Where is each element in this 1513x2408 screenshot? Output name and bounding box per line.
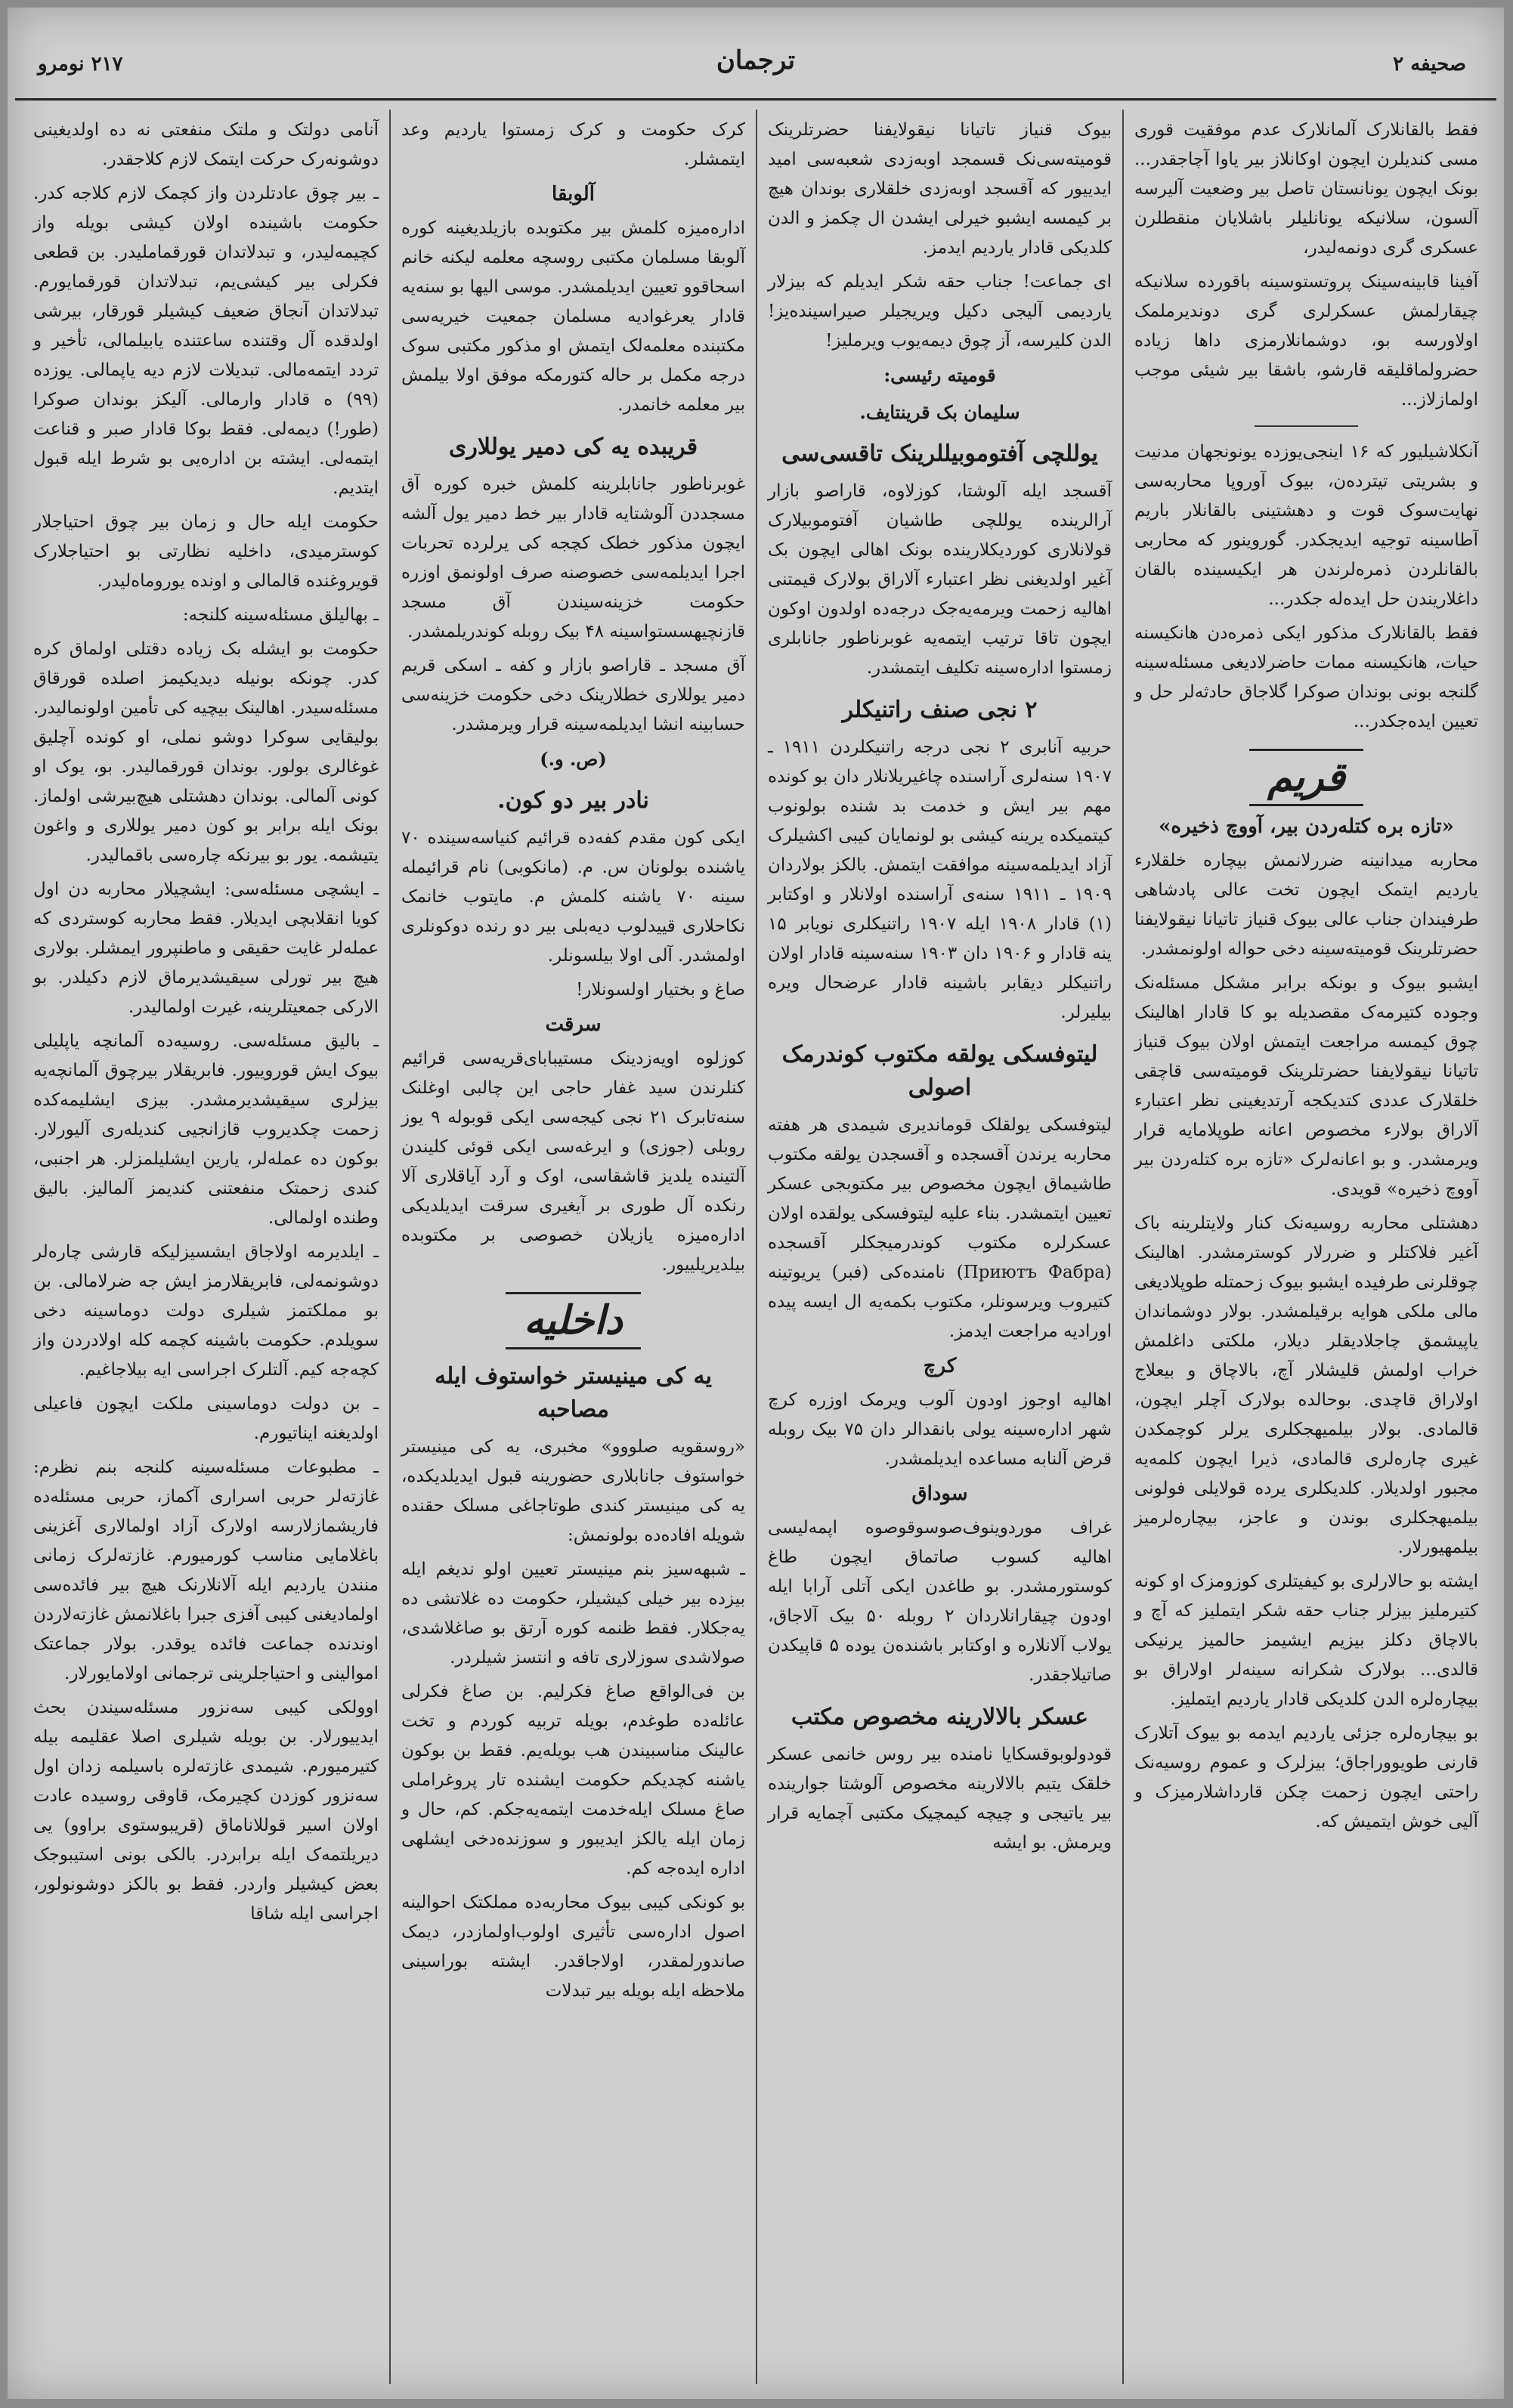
paragraph: قودولوبوقسکایا نامنده بیر روس خانمی عسکر خلقک یتیم بالالارینه مخصوص آلوشتا جوارینده بیر یاتیجی و چیچه کیمچیک مکتبی آچمایه قرار ویرمش. بو ایشه: [768, 1745, 1112, 1853]
paragraph: محاربه میدانینه ضررلانمش بیچاره خلقلارء یاردیم ایتمک ایچون تخت عالی پادشاهی طرفیندان جناب عالی بیوک قنیاز تاتیانا نیقولایفنا حضرتلرینک قومیته‌سینه دخی حواله اولونمشدر.: [1134, 851, 1478, 959]
article-heading: قریبده یه کی دمیر یوللاری: [448, 434, 698, 460]
article-heading: نادر بیر دو کون.: [497, 787, 649, 814]
article-heading: یه کی مینیستر خواستوف ایله مصاحبه: [435, 1363, 712, 1423]
signature: (ص. و.): [540, 748, 607, 770]
section-logo-crimea: قریم: [1249, 749, 1363, 806]
paragraph: ـ ایشچی مسئله‌سی: ایشچیلار محاربه دن اول کویا انقلابچی ایدیلار. فقط محاربه کوستردی که عمله‌لر غایت حقیقی و ماطنپرور ایمشلر. بولاری هیچ بیر تورلی سیقیشدیرماق لازم دکیلدر. بو الارکی جمعیتلرینه، غیرت اولمالیدر.: [33, 879, 379, 1017]
paragraph: حکومت ایله حال و زمان بیر چوق احتیاجلار کوسترمیدی، داخلیه نظارتی بو احتیاجلارک قویروغنده قالمالی و اونده یوروماه‌لیدر.: [33, 512, 379, 591]
section-subtitle: «تازه بره کتله‌ردن بیر، آووچ ذخیره»: [1159, 815, 1454, 838]
paragraph: ـ بالیق مسئله‌سی. روسیه‌ده آلمانچه یاپلیلی بیوک ایش قوروییور. فابریقلار بیرچوق آلمانچه‌یه بیزلری سیقیشدیرمشدر. بیزی ایشلیمه‌کده زحمت چکدیروب قازانجیی کندیله‌ری آلیورلار. بوکون ده عمله‌لر، یارین ایشلیلمزلر. هر اجنبی، کندی زحمتک منفعتنی کندیمز آلمالیز. بالیق وطنده اولمالی.: [33, 1031, 379, 1228]
paragraph: آنکلاشیلیور که ۱۶ اینجی‌یوزده یونونجهان مدنیت و بشریتی تیترده‌ن، بیوک آوروپا محاربه‌سی نهایت‌سوک قوت و دهشتینی بالقانلار باریم آطاسینه توجیه ایدیجکدر. گوروینور که محاربی بالقانلردن ذمره‌لرندن هر ایکیسینده بالقان داغلاریندن حل ایده‌له جکدر...: [1134, 442, 1479, 609]
paragraph: اوولکی کیبی سه‌نزور مسئله‌سیندن بحث ایدییورلار. بن بویله شیلری اصلا عقلیمه بیله کتیرمیورم. شیمدی غازته‌لره باسیلمه زدان اول سه‌نزور کوزدن کچیرمک، قاوقی روسیده عادت اولان اسیر قوللاناماق (قریبوستوی براوو) یی دیریلتمه‌ک ایله برابردر. بالکی بونی استیبوجک بعض کیشیلر واردر. فقط بو بالکز دوشونولور، اجراسی ایله شاقا: [33, 1698, 379, 1924]
paragraph: ـ مطبوعات مسئله‌سینه کلنجه بنم نظرم: غازته‌لر حربی اسراری آکماز، حربی مسئله‌ده فاریشمازلارسه اولارک آزاد اولمالاری آغزینی باغلامایی مناسب کورمیورم. غازته‌لرک زمانی منندن یاردیم ایله آلانلارنک هیچ بیر فائده‌سی اولمادیغنی کیبی آفزی جبرا باغلانمش غازته‌لاردن اوندنده جماعت فائده یوقدر. بولار جماعتک اموالینی و احتیاجلرینی ترجمانی اولامایورلار.: [33, 1457, 379, 1683]
paragraph: ـ شبهه‌سیز بنم مینیستر تعیین اولو ندیغم ایله بیزده بیر خیلی کیشیلر، حکومت ده غلاتشی ده یه‌جکلار. فقط ظنمه کوره آرتق بو صاغلاشدی، صولاشدی سوزلاری تافه و انتسز شیلردر.: [401, 1559, 745, 1668]
paragraph: دهشتلی محاربه روسیه‌نک کنار ولایتلرینه باک آغیر فلاکتلر و ضررلار کوسترمشدر. اهالینک چوقلرنی طرفیده ایشبو بیوک زحمتله طوپلادیغی مالی ملکی هوایه برقیلمشدر. بولار دوشماندان یاپیشمق چاجلادیقلر دیلار، ملکتی داغلمش خراب اولمش قلیشلار آچ، بالاچاق و بیعلاج اولاراق قاچدی. بوحالده بولارک آچلر ایچون، قالمادی. بولار بیلمیهجکلری یرلر کوچمکدن غیری چاره‌لری قالمادی، ذیرا ایچون کلمه‌یه مجبور اولدیلار. کلدیکلری یرده قولایلی فولونی بیلمیهجکلری بوندن و عاجز، بیچاره‌لرمیز بیلمهیورلار.: [1134, 1213, 1478, 1557]
column-2: [756, 110, 1122, 2384]
article-heading: سوداق: [911, 1482, 968, 1505]
paragraph: آقسجد ایله آلوشتا، کوزلاوه، قاراصو بازار آرالرینده یوللچی طاشیان آفتوموبیلارک قولانلاری کوردیکلارینده بونک اهالی ایچون بک آغیر اولدیغنی نظر اعتبارء آلاراق بولارک قیمتنی اهالیه زحمت ویرمه‌یه‌جک درجه‌ده اولدون اوکون ایچون تاقا ترتیب ایتمه‌یه غوبرناطور جانابلری زمستوا اداره‌سینه تکلیف ایتمشدر.: [768, 481, 1112, 678]
paragraph: ـ ایلدیرمه اولاجاق ایشسیزلیکه قارشی چاره‌لر دوشونمه‌لی، فابریقلارمز ایش جه ضرلامالی. بن بو مملکتمز شیلری دولت دوماسینه دخی سویلدم. حکومت باشینه کچمه کله اولادردن واز کچه‌جه کیم. آلتلرک اجراسی ایه بیلاجاغیم.: [33, 1242, 379, 1380]
article-heading: کرچ: [923, 1355, 957, 1377]
paragraph: حربیه آنابری ۲ نجی درجه راتنیکلردن ۱۹۱۱ ـ ۱۹۰۷ سنه‌لری آراسنده چاغیریلانلار دان بو کونده مهم بیر ایش و خدمت بد شنده بولونوب کیتمیکده یرینه کیشی بو لونمایان کیبی اکشیلرک آزاد ایدیلمه‌سینه موافقت ایتمش. بالکز بولاردان ۱۹۰۹ ـ ۱۹۱۱ سنه‌ی آرا‌سنده اولانلار و اوکتابر (۱) قادار ۱۹۰۸ ایله ۱۹۰۷ راتنیکلری نویابر ۱۵ ینه قادار و ۱۹۰۶ دان ۱۹۰۳ سنه‌سینه قادار اولان راتنیکلر دیقابر باشینه قادار عرضحال ویره بیلیرلر.: [768, 737, 1112, 1022]
paragraph: ای جماعت! جناب حقه شکر ایدیلم که بیزلار یاردیمی آلیجی دکیل ویریجیلر صیراسینده‌یز! الدن کلیرسه، آز چوق دیمه‌یوب ویرملیز!: [768, 272, 1112, 351]
paragraph: فقط بالقانلارک آلمانلارک عدم موفقیت قوری مسی کندیلرن ایچون اوکانلاز بیر یاوا آچاجقدر... بونک ایچون یونانستان تاصل بیر وضعیت آلیرسه آلسون، سلانیکه یونانلیلر باشلایان منقطلرن عسکری گری دونمه‌لیدر،: [1134, 120, 1478, 258]
section-logo-box: [1134, 749, 1478, 806]
paragraph: اداره‌میزه کلمش بیر مکتوبده بازیلدیغینه کوره آلوبقا مسلمان مکتبی روسچه معلمه لیکنه خانم اسحاقوو تعیین ایدیلمشدر. موسی الیها بو سنه‌یه قادار یعرغوادیه مسلمان جمعیت خیریه‌سی مکتبنده معلمه‌لک ایتمش او مذکور مکتبی سوک درجه مکمل بر حاله کتورمکه موفق اولا بیلمش بیر معلمه خانمدر.: [401, 218, 745, 415]
paragraph: کوزلوه اویه‌زدینک مستیبابای‌قریه‌سی قرائیم کنلرندن سید غفار حاجی این چالبی اوغلنک سنه‌تابرک ۲۱ نجی کیجه‌سی ایکی قوبوله ۹ یوز روبلی (جوزی) و ایرغه‌سی ایکی قوئی کلیندن آلتینده یلدیز قاشقاسی، اوک و آرد آیاقلاری آلا رنکده آل طوری بر آیغیری سرقت ایدیلدیکی اداره‌میزه یازیلان خصوصی بر مکتوبده بیلدیریلییور.: [401, 1049, 745, 1275]
paragraph: غراف موردوینوف‌صوسوقوصوه اپمه‌لیسی اهالیه کسوب صاتماق ایچون طاغ کوستورمشدر. بو طاغدن ایکی آتلی آرابا ایله اودون چیقارانلاردان ۲ روبله ۵۰ بیک آلاجاق، یولاب آلانلاره و اوکتابر باشنده‌ن یوده ۵ قاپیکدن صاتیلاجقدر.: [768, 1518, 1112, 1685]
paragraph: لیتوفسکی یولقلک قوماندیری شیمدی هر هفته محاربه یرندن آقسجده و آقسجدن یولقه مکتوب طاشیماق ایچون مخصوص بیر مکتوبجی عسکر تعیین ایتمشدر. بناء علیه لیتوفسکی یولقده اولان عسکرلره مکتوب کوندرمیجکلر آقسجده (Приютъ Фабра) نامنده‌کی (فبر) یریوتینه کتیروب ویرسونلر، مکتوب بکمه‌یه ال ایسه پیده اورادیه مراجعت ایدمز.: [768, 1115, 1112, 1341]
byline-name: سلیمان بک قرینتایف.: [859, 401, 1020, 423]
issue-number: ۲۱۷ نومرو: [38, 53, 123, 76]
paragraph: فقط بالقانلارک مذکور ایکی ذمره‌دن هانکیسنه حیات، هانکیسنه ممات حاضرلادیغی مسئله‌سینه گلنجه بونی بوندان صوکرا گلاجاق حادثه‌لر حل و تعیین ایده‌جکدر...: [1134, 623, 1478, 731]
byline-title: قومیته رئیسی:: [883, 364, 996, 386]
newspaper-page: [8, 8, 1504, 2399]
paragraph: آق مسجد ـ قاراصو بازار و کفه ـ اسکی قریم دمیر یوللاری خطلارینک دخی حکومت خزینه‌سی حسابینه انشا ایدیلمه‌سینه قرار ویرمشدر.: [401, 656, 745, 734]
masthead: [23, 38, 1489, 91]
paragraph: غوبرناطور جانابلرینه کلمش خبره کوره آق مسجددن آلوشتایه قادار بیر خط دمیر یول آلشه ایچون مذکور خطک کچجه کی یرلرده تحربات اجرا ایدیلمه‌سی خصوصنه صرف اولونمق اوزره حکومت خزینه‌سیندن آق مسجد قازنچیهسستواسینه ۴۸ بیک روبله کوندریلمشدر.: [401, 474, 745, 641]
separator: [1255, 425, 1358, 427]
paragraph: ـ بهالیلق مسئله‌سینه کلنجه:: [182, 605, 379, 625]
column-1: [1122, 110, 1489, 2384]
article-heading: سرقت: [545, 1013, 602, 1036]
article-heading: یوللچی آفتوموبیللرینک تاقسی‌سی: [781, 440, 1098, 467]
paragraph: ـ بیر چوق عادتلردن واز کچمک لازم کلاجه کدر. حکومت باشینده اولان کیشی بویله واز کچیمه‌لیدر، و تبدلاتدان قورقماملیدر. بن قطعی فکرلی بیر کیشی‌یم، تبدلاتدان قورقمایورم. تبدلاتدان آنجاق ضعیف کیشیلر قورقار، بیرشی اولدقده آل وقتنده ساعتنده یابیلمالی، تأخیر و تردد ایتمه‌مالی. تبدیلات لازم دیه یاپمالی. یوزده (۹۹) ه قادار وارمالی. آلیکز بوندان صوکرا (طور!) دیمه‌لی. فقط بوکا قادار صبر و قناعت ایتمه‌لی. ایشته بن اداره‌یی بو شرط ایله قبول ایتدیم.: [33, 184, 379, 498]
column-3: [389, 110, 756, 2384]
paragraph: بن فی‌الواقع صاغ فکرلیم. بن صاغ فکرلی عائله‌ده طوغدم، بویله تربیه کوردم و تخت عالینک مناسبیندن هب بویله‌یم. فقط بن بوکون یاشنه کچدیکم حکومت ایشنده تار پروغراملی صاغ مسلک ایله‌خدمت ایتمه‌یه‌جکم. کم، حال و زمان ایله یالکز ایدیبور و سوزنده‌دخی ایشلهی اداره ایده‌جه کم.: [401, 1682, 745, 1878]
paragraph: بیوک قنیاز تاتیانا نیقولایفنا حضرتلرینک قومیته‌سی‌نک قسمجد اوبه‌زدی شعبه‌سی امید ایدییور که آقسجد اوبه‌زدی خلقلاری بوندان هیچ بر کیمسه ایشبو خیرلی ایشدن ال چکمز و الدن کلدیکی قادار یاردیم ایدمز.: [768, 120, 1112, 258]
paragraph: بو کونکی کیبی بیوک محاربه‌ده مملکتک احوالینه اصول اداره‌سی تأثیری اولوب‌اولمازدر، دیمک صاندورلمقدر، اولاجاقدر. ایشته بوراسینی ملاحظه ایله بویله بیر تبدلات: [401, 1893, 745, 2001]
paragraph: صاغ و بختیار اولسونلار!: [576, 980, 745, 1000]
paragraph: کرک حکومت و کرک زمستوا یاردیم وعد ایتمشلر.: [401, 120, 745, 169]
paragraph: بو بیچاره‌لره جزئی یاردیم ایدمه بو بیوک آتلارک قارنی طویووراجاق؛ بیزلرک و عموم روسیه‌نک راحتی ایچون زحمت چکن قارداشلارمیزک و آلیی خوش ایتمیش که.: [1134, 1723, 1478, 1832]
paragraph: آنامی دولتک و ملتک منفعتی نه ده اولدیغینی دوشونه‌رک حرکت ایتمک لازم کلاجقدر.: [33, 120, 379, 169]
paragraph: ـ بن دولت دوماسینی ملکت ایچون فاعیلی اولدیغنه ایناتیورم.: [33, 1394, 379, 1443]
paragraph: «روسقویه صلووو» مخبری، یه کی مینیستر خواستوف جانابلاری حضورینه قبول ایدیلدیکده، یه کی مینیستر کندی طوتاجاغی مسلک حقنده شویله افاده‌ده بولونمش:: [401, 1437, 745, 1545]
paragraph: آفینا قابینه‌سینک پروتستوسینه باقورده سلانیکه چیقارلمش عسکرلری گری دوندیرملمک اولاورسه بو، دوشمانلارمزی داها زیاده حضرولماقلیقه قارشو، باشقا بیر شیئی موجب اولمازلاز...: [1134, 272, 1478, 410]
paragraph: ایشته بو حالارلری بو کیفیتلری کوزومزک او کونه کتیرملیز بیزلر جناب حقه شکر ایتملیز که آچ و بالاچاق دکلز بیزیم ایشیمز حالمیز یرنیکی قالدی... بولارک شکرانه سینه‌لر اولاراق بو بیچاره‌لره الدن کلدیکی قادار یاردیم ایتملیز.: [1134, 1572, 1478, 1709]
column-4: [23, 110, 389, 2384]
article-heading: آلوبقا: [552, 183, 595, 206]
masthead-rule: [15, 98, 1496, 100]
page-label: صحیفه ۲: [1393, 53, 1466, 76]
paragraph: ایشبو بیوک و بونکه برابر مشکل مسئله‌نک وجوده کتیرمه‌ک مقصدیله بو کا قادار اهالینک چوق کیمسه مراجعت ایتمش اولان بیوک قنیاز تاتیانا نیقولایفنا حضرتلرینک قومیته‌سی قاچقی خلقلارک عددی کتدیکجه آرتدیغینی نظر اعتبارء آلاراق بولارء مخصوص اعانه طوپلامایه قرار ویرمشدر. و بو اعانه‌لرک «تازه بره کتله‌ردن بیر آووچ ذخیره» قویدی.: [1134, 973, 1478, 1199]
paragraph: ایکی کون مقدم کفه‌ده قرائیم کنیاسه‌سینده ۷۰ یاشنده بولونان س. م. (مانکوبی) نام قرائیمله سینه ۷۰ یاشنه کلمش م. مایتوب خانمک نکاحلاری قییدلوب دیه‌بلی بیر دو رنده دوکونلری اولمشدر. آلی اولا بیلسونلر.: [401, 828, 745, 966]
article-heading: لیتوفسکی یولقه مکتوب کوندرمک اصولی: [781, 1041, 1098, 1101]
paragraph: اهالیه اوجوز اودون آلوب ویرمک اوزره کرچ شهر اداره‌سینه یولی بانقدالر دان ۷۵ بیک روبله قرض آلنابه مساعده ایدیلمشدر.: [768, 1390, 1112, 1469]
section-logo-box: [401, 1292, 745, 1349]
section-logo-domestic: داخلیه: [506, 1292, 641, 1349]
article-heading: ۲ نجی صنف راتنیکلر: [842, 697, 1038, 723]
paragraph: حکومت بو ایشله بک زیاده دقتلی اولماق کره کدر. چونکه بونیله دیدیکیمز اصلده قورقاق مسئله‌سیدر. اهالینک بیچیه کی تأمین اولونمالیدر. بولیقایی سوکرا دوشو نملی، او کونده آچلیق غوغالری بولور. بوندان قورقمالیدر. بو، یوک او کونی آلمالی. بوندان دهشتلی هیچ‌بیرشی اولماز. بونک ایله برابر بو کون دمیر یوللاری و واغون یتیشمه. یور بو بیرنکه چاره‌سی باقمالیدر.: [33, 639, 379, 865]
article-heading: عسکر بالالارینه مخصوص مکتب: [791, 1704, 1089, 1730]
columns: [23, 110, 1489, 2384]
newspaper-title: ترجمان: [716, 45, 796, 76]
